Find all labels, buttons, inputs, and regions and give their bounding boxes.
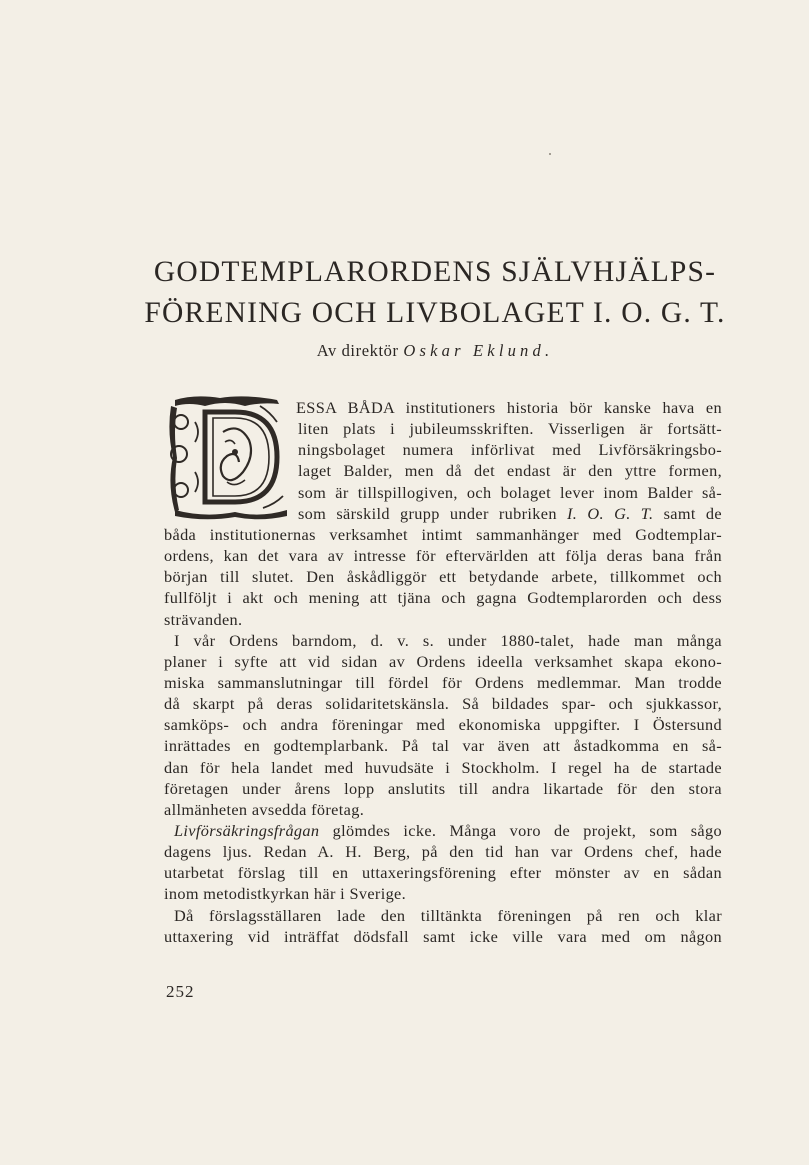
line-text: början till slutet. Den åskådliggör ett betydande arbete, tillkommet och [164, 567, 722, 587]
body-line [164, 694, 722, 716]
author-name: Oskar Eklund. [403, 341, 554, 360]
body-line [298, 419, 722, 441]
line-text: inrättades en godtemplarbank. På tal var även att åstadkomma en så- [164, 736, 722, 756]
body-line [164, 779, 722, 801]
speck-mark [549, 153, 551, 155]
line-text: liten plats i jubileumsskriften. Visserligen är fortsätt- [298, 419, 722, 439]
line-text: företagen under årens lopp anslutits till andra likartade för den stora [164, 778, 722, 798]
author-byline [140, 341, 730, 361]
body-line [164, 673, 722, 695]
line-text-italic: I. O. G. T. [567, 503, 654, 523]
line-text: som är tillspillogiven, och bolaget lever inom Balder så- [298, 482, 722, 502]
body-line [164, 927, 722, 949]
line-text: ordens, kan det vara av intresse för eftervärlden att följa deras bana från [164, 546, 722, 566]
line-text: strävanden. [164, 609, 243, 629]
line-text: som särskild grupp under rubriken [298, 503, 568, 523]
body-line [164, 800, 722, 822]
line-text: då skarpt på deras solidaritetskänsla. Så bildades spar- och sjukkassor, [164, 694, 722, 714]
line-text: inom metodistkyrkan här i Sverige. [164, 884, 407, 904]
article-title [140, 252, 730, 334]
body-line [164, 610, 722, 632]
line-text: båda institutionernas verksamhet intimt sammanhänger med Godtemplar- [164, 524, 722, 544]
body-line [298, 461, 722, 483]
body-line [174, 631, 722, 653]
body-line [164, 525, 722, 547]
body-line [298, 504, 722, 526]
body-line [296, 398, 722, 420]
body-line [164, 863, 722, 885]
line-text: dagens ljus. Redan A. H. Berg, på den tid han var Ordens chef, hade [164, 842, 722, 862]
line-text: planer i syfte att vid sidan av Ordens ideella verksamhet skapa ekono- [164, 651, 722, 671]
line-text: samköps- och andra föreningar med ekonomiska uppgifter. I Östersund [164, 715, 722, 735]
line-text-italic: Livförsäkringsfrågan [174, 821, 320, 840]
body-line [164, 715, 722, 737]
line-text: ESSA BÅDA institutioners historia bör kanske hava en [296, 398, 722, 417]
line-text: dan för hela landet med huvudsäte i Stockholm. I regel ha de startade [164, 757, 722, 777]
body-line [164, 758, 722, 780]
line-text: Då förslagsställaren lade den tilltänkta föreningen på ren och klar [174, 905, 722, 925]
body-line [164, 546, 722, 568]
author-prefix: Av direktör [316, 341, 399, 360]
body-line [164, 652, 722, 674]
line-text: glömdes icke. Många voro de projekt, som sågo [319, 821, 722, 840]
line-text: utarbetat förslag till en uttaxeringsförening efter mönster av en sådan [164, 863, 722, 883]
line-text: I vår Ordens barndom, d. v. s. under 1880-talet, hade man många [174, 630, 722, 650]
line-text: ningsbolaget numera införlivat med Livförsäkringsbo- [298, 440, 722, 460]
body-line [298, 440, 722, 462]
body-line [174, 821, 722, 843]
body-line [174, 906, 722, 928]
line-text: samt de [653, 503, 722, 523]
line-text: laget Balder, men då det endast är den yttre formen, [298, 461, 722, 481]
body-line [164, 567, 722, 589]
line-text: uttaxering vid inträffat dödsfall samt icke ville vara med om någon [164, 926, 722, 946]
body-line [164, 884, 722, 906]
body-line [298, 483, 722, 505]
title-line-1: GODTEMPLARORDENS SJÄLVHJÄLPS- [153, 256, 717, 288]
title-line-2: FÖRENING OCH LIVBOLAGET I. O. G. T. [144, 297, 726, 329]
body-line [164, 588, 722, 610]
line-text: fullföljt i akt och mening att tjäna och gagna Godtemplarorden och dess [164, 588, 722, 608]
line-text: miska sammanslutningar till fördel för Ordens medlemmar. Man trodde [164, 672, 722, 692]
body-line [164, 842, 722, 864]
line-text: allmänheten avsedda företag. [164, 799, 365, 819]
body-line [164, 736, 722, 758]
ornamental-initial-d-icon [165, 392, 292, 522]
page-number: 252 [166, 982, 195, 1001]
